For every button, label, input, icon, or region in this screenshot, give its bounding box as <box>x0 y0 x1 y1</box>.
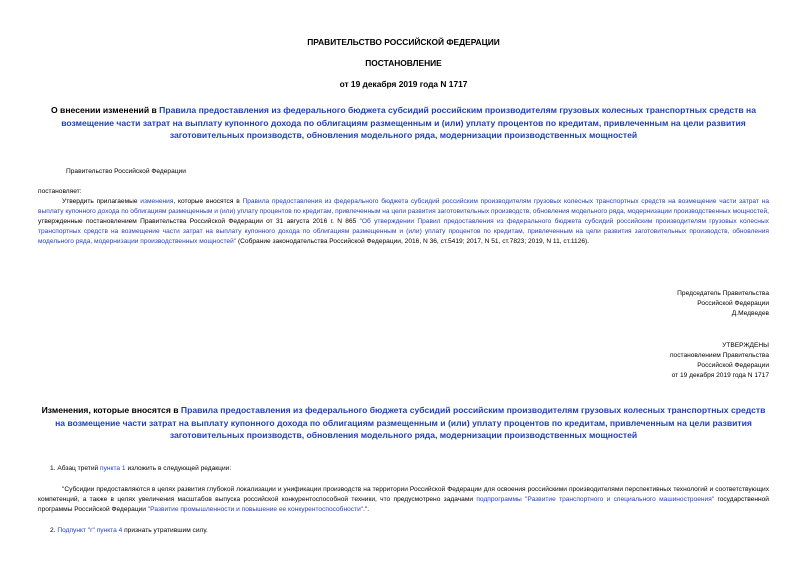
p1-text-b: , которые вносятся в <box>173 198 243 205</box>
resolution-paragraph <box>38 197 769 247</box>
decrees-label: постановляет: <box>38 188 82 195</box>
item2-text-b: признать утратившим силу. <box>122 527 208 534</box>
title-rules-link[interactable]: Правила предоставления из федерального бюджета субсидий российским производителям грузовых колесных транспортных средств на возмещение части затрат на выплату купонного дохода по облигациям размещенным и (или) уплату процентов по кредитам, привлеченным на цели развития заготовительных производств, обновления модельного ряда, модернизации производственных мощностей <box>61 105 756 140</box>
signature-block <box>677 289 769 319</box>
p1-text-a: Утвердить прилагаемые <box>62 198 141 205</box>
title-prefix: О внесении изменений в <box>50 105 160 115</box>
approved-block <box>670 341 769 381</box>
changes-title <box>40 404 767 442</box>
approved-label: УТВЕРЖДЕНЫ <box>722 342 769 349</box>
item-1 <box>50 464 231 474</box>
quote-text-b: государственной программы Российской Федерации <box>38 496 769 513</box>
subprogram-link[interactable]: подпрограммы "Развитие транспортного и специального машиностроения" <box>476 496 715 503</box>
document-type: ПОСТАНОВЛЕНИЕ <box>365 58 442 68</box>
item2-subpoint-link[interactable]: Подпункт "г" пункта 4 <box>57 527 123 534</box>
item1-point-link[interactable]: пункта 1 <box>100 465 126 472</box>
rules-link[interactable]: Правила предоставления из федерального бюджета субсидий российским производителям грузовых колесных транспортных средств на возмещение части затрат на выплату купонного дохода по облигациям размещенным и (или) уплату процентов по кредитам, привлеченным на цели развития заготовительных производств, обновления модельного ряда, модернизации производственных мощностей <box>38 198 769 215</box>
resolution-865-link[interactable]: "Об утверждении Правил предоставления из федерального бюджета субсидий российским производителям грузовых колесных транспортных средств на возмещение части затрат на выплату купонного дохода по облигациям размещенным и (или) уплату процентов по кредитам, привлеченным на цели развития заготовительных производств, обновления модельного ряда, модернизации производственных мощностей" <box>38 218 769 245</box>
approved-by: постановлением Правительства <box>669 352 769 359</box>
changes-link[interactable]: изменения <box>140 198 174 205</box>
approved-country: Российской Федерации <box>697 362 769 369</box>
p1-text-c: , утвержденные постановлением Правительства Российской Федерации от 31 августа 2016 г. N 865 <box>38 208 769 225</box>
document-title <box>40 104 767 142</box>
p1-text-d: (Собрание законодательства Российской Федерации, 2016, N 36, ст.5419; 2017, N 51, ст.7823; 2019, N 11, ст.1126). <box>236 238 590 245</box>
item-1-quote <box>38 485 769 515</box>
approved-date: от 19 декабря 2019 года N 1717 <box>671 372 769 379</box>
quote-text-c: .". <box>363 506 370 513</box>
item1-text-b: изложить в следующей редакции: <box>125 465 232 472</box>
changes-title-prefix: Изменения, которые вносятся в <box>41 405 181 415</box>
state-program-link[interactable]: "Развитие промышленности и повышение ее конкурентоспособности" <box>147 506 364 513</box>
signature-name: Д.Медведев <box>731 310 769 317</box>
signature-position: Председатель Правительства <box>677 290 769 297</box>
item-2 <box>50 526 208 536</box>
government-header: ПРАВИТЕЛЬСТВО РОССИЙСКОЙ ФЕДЕРАЦИИ <box>307 37 500 47</box>
item1-text-a: 1. Абзац третий <box>50 465 101 472</box>
signature-country: Российской Федерации <box>697 300 769 307</box>
quote-text-a: "Субсидии предоставляются в целях развития глубокой локализации и унификации производств на территории Российской Федерации для освоения российскими производителями перспективных технологий и соответствующих компетенций, а также в целях увеличения масштабов выпуска российской конкурентоспособной техники, что предусмотрено задачами <box>38 486 769 503</box>
document-date-number: от 19 декабря 2019 года N 1717 <box>339 79 468 89</box>
item2-text-a: 2. <box>50 527 58 534</box>
government-label: Правительство Российской Федерации <box>66 168 186 175</box>
changes-title-rules-link[interactable]: Правила предоставления из федерального бюджета субсидий российским производителям грузовых колесных транспортных средств на возмещение части затрат на выплату купонного дохода по облигациям размещенным и (или) уплату процентов по кредитам, привлеченным на цели развития заготовительных производств, обновления модельного ряда, модернизации производственных мощностей <box>55 405 766 440</box>
